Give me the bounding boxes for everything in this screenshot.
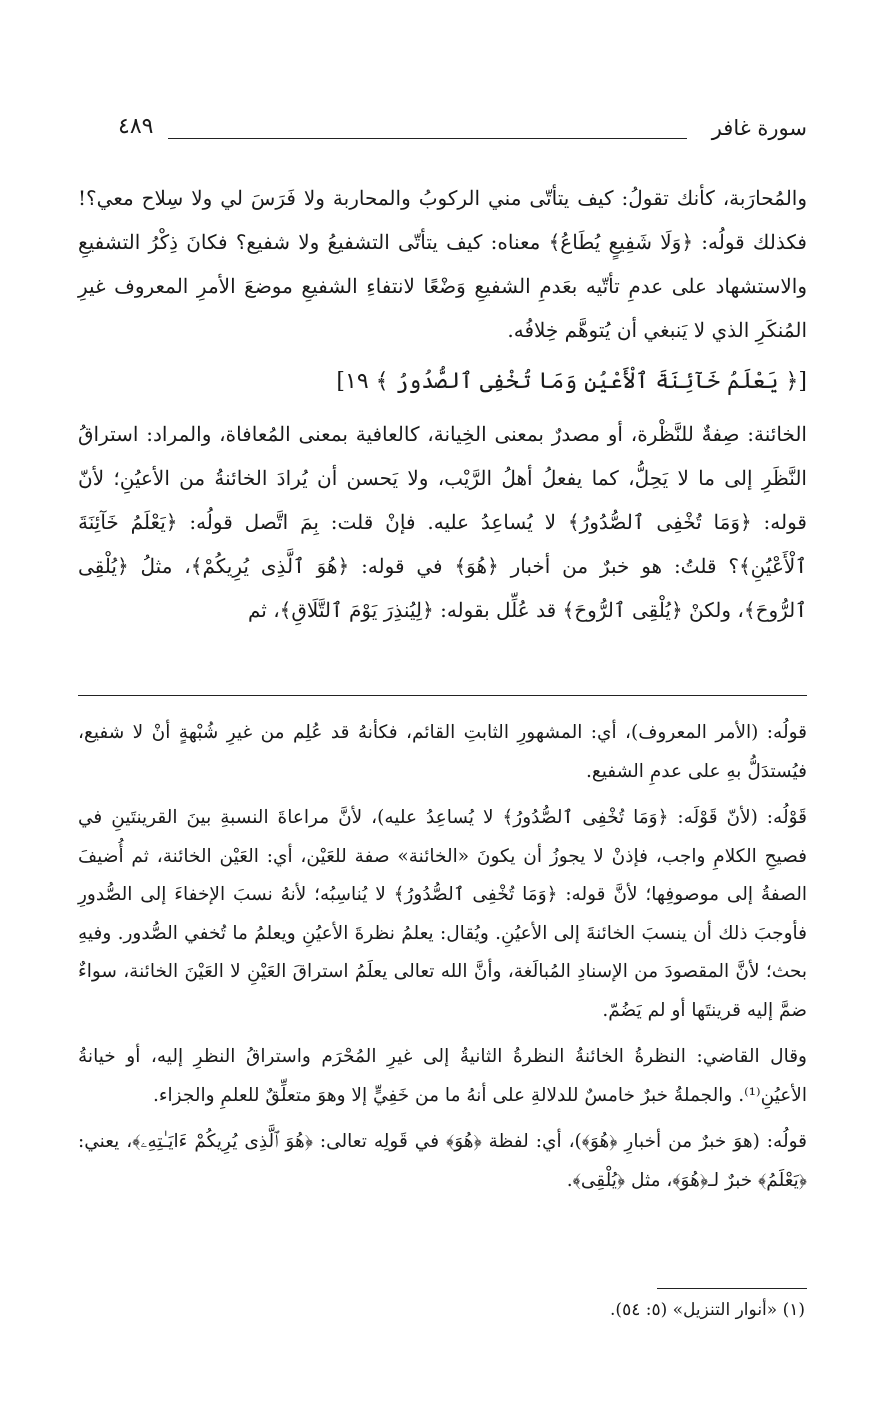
header-rule [168,138,687,139]
footnote-rule [657,1288,807,1289]
verse-heading: [﴿ يَعْلَمُ خَآئِنَةَ ٱلْأَعْيُنِ وَمَا تُخْفِى ٱلصُّدُورُ ﴾ ١٩] [336,369,807,394]
footnote: (١) «أنوار التنزيل» (٥: ٥٤). [610,1300,805,1320]
note-paragraph: قولُه: (الأمر المعروف)، أي: المشهورِ الثابتِ القائم، فكأنهُ قد عُلِم من غيرِ شُبْهةٍ أنْ لا شفيع، فيُستدَلُّ بهِ على عدمِ الشفيع. [78,722,807,782]
main-text [78,176,807,632]
main-paragraph: الخائنة: صِفةٌ للنَّظْرة، أو مصدرٌ بمعنى الخِيانة، كالعافية بمعنى المُعافاة، والمراد: استراقُ النَّظَرِ إلى ما لا يَحِلُّ، كما يفعلُ أهلُ الرَّيْب، ولا يَحسن أن يُرادَ الخائنةُ من الأعيُنِ؛ لأنّ قوله: ﴿وَمَا تُخْفِى ٱلصُّدُورُ﴾ لا يُساعِدُ عليه. فإنْ قلت: بِمَ اتَّصل قولُه: ﴿يَعْلَمُ خَآئِنَةَ ٱلْأَعْيُنِ﴾؟ قلتُ: هو خبرٌ من أخبار ﴿هُوَ﴾ في قوله: ﴿هُوَ ٱلَّذِى يُرِيكُمْ﴾، مثلُ ﴿يُلْقِى ٱلرُّوحَ﴾، ولكنْ ﴿يُلْقِى ٱلرُّوحَ﴾ قد عُلِّل بقوله: ﴿لِيُنذِرَ يَوْمَ ٱلتَّلَاقِ﴾، ثم [78,422,807,622]
note-paragraph: قَوْلُه: (لأنّ قَوْلَه: ﴿وَمَا تُخْفِى ٱلصُّدُورُ﴾ لا يُساعِدُ عليه)، لأنَّ مراعاةَ النسبةِ بينَ القرينتَينِ في فصيحِ الكلامِ واجب، فإذنْ لا يجوزُ أن يكونَ «الخائنة» صفة للعَيْن، أي: العَيْن الخائنة، ثم أُضيفَ الصفةُ إلى موصوفِها؛ لأنَّ قوله: ﴿وَمَا تُخْفِى ٱلصُّدُورُ﴾ لا يُناسِبُه؛ لأنهُ نسبَ الإخفاءَ إلى الصُّدورِ فأوجبَ ذلك أن ينسبَ الخائنةَ إلى الأعيُنِ. ويُقال: يعلمُ نظرةَ الأعيُنِ ويعلمُ ما تُخفي الصُّدور. وفيهِ بحث؛ لأنَّ المقصودَ من الإسنادِ المُبالَغة، وأنَّ الله تعالى يعلَمُ استراقَ العَيْنِ لا العَيْنَ الخائنة، سواءٌ ضمَّ إليه قرينتَها أو لم يَضُمّ. [78,807,807,1021]
note-paragraph: وقال القاضي: النظرةُ الخائنةُ النظرةُ الثانيةُ إلى غيرِ المُحْرَم واستراقُ النظرِ إليه، أو خيانةُ الأعيُنِ⁽¹⁾. والجملةُ خبرٌ خامسٌ للدلالةِ على أنهُ ما من خَفِيٍّ إلا وهوَ متعلِّقٌ للعلمِ والجزاء. [78,1046,807,1106]
page-header [118,112,807,152]
commentary-notes [78,714,807,1208]
surah-title: سورة غافر [711,116,807,140]
page-number: ٤٨٩ [118,114,154,139]
notes-divider [78,695,807,696]
main-paragraph: والمُحارَبة، كأنك تقولُ: كيف يتأتّى مني الركوبُ والمحاربة ولا فَرَسَ لي ولا سِلاح معي؟! فكذلك قولُه: ﴿وَلَا شَفِيعٍ يُطَاعُ﴾ معناه: كيف يتأتّى التشفيعُ ولا شفيع؟ فكانَ ذِكْرُ التشفيعِ والاستشهاد على عدمِ تأتّيه بعَدمِ الشفيعِ وَضْعًا لانتفاءِ الشفيعِ موضعَ الأمرِ المعروف غيرِ المُنكَرِ الذي لا يَنبغي أن يُتوهَّم خِلافُه. [78,186,807,342]
note-paragraph: قولُه: (هوَ خبرٌ من أخبارِ ﴿هُوَ﴾)، أي: لفظة ﴿هُوَ﴾ في قَولِه تعالى: ﴿هُوَ ٱلَّذِى يُرِيكُمْ ءَايَـٰتِهِۦ﴾، يعني: ﴿يَعْلَمُ﴾ خبرٌ لـ﴿هُوَ﴾، مثل ﴿يُلْقِى﴾. [78,1131,807,1191]
